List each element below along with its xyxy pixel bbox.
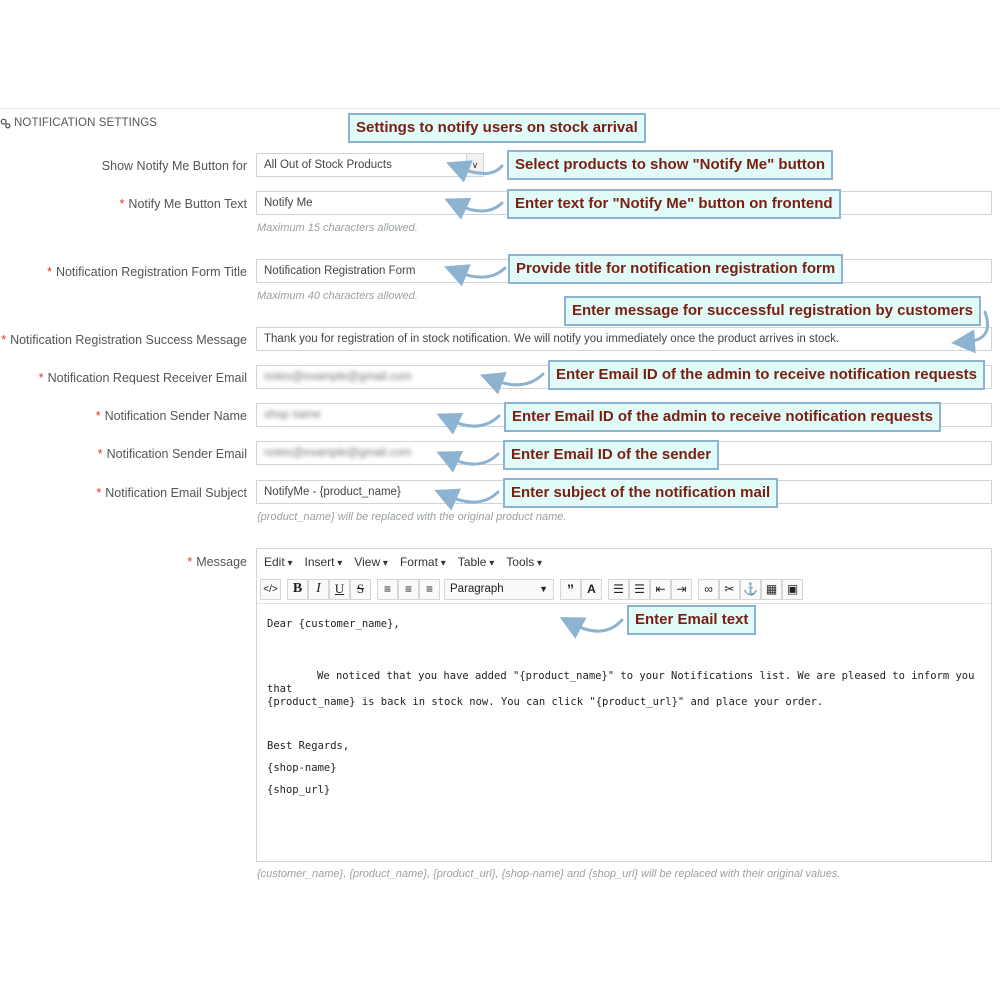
- sender-name-input[interactable]: shop name: [256, 403, 992, 427]
- callout-button-text: Enter text for "Notify Me" button on frontend: [507, 189, 841, 219]
- callout-email-text: Enter Email text: [627, 605, 756, 635]
- anchor-icon[interactable]: ⚓: [740, 579, 761, 600]
- chevron-down-icon[interactable]: ∨: [466, 154, 483, 176]
- button-text-help: Maximum 15 characters allowed.: [257, 222, 418, 234]
- greeting-line: Dear {customer_name},: [267, 618, 400, 630]
- arrow-sender-email: [450, 454, 498, 464]
- button-text-input[interactable]: Notify Me: [256, 191, 992, 215]
- menu-format[interactable]: Format ▾: [400, 555, 446, 569]
- shop-url-line: {shop_url}: [267, 784, 331, 796]
- menu-view[interactable]: View ▾: [354, 555, 388, 569]
- callout-select-products: Select products to show "Notify Me" button: [507, 150, 833, 180]
- caret-down-icon: ▼: [539, 584, 548, 594]
- text-color-icon[interactable]: A: [581, 579, 602, 600]
- arrow-form-title: [458, 268, 505, 277]
- message-help: {customer_name}, {product_name}, {product_url}, {shop-name} and {shop_url} will be replaced with their original values.: [257, 868, 841, 880]
- blockquote-icon[interactable]: ”: [560, 579, 581, 600]
- menu-tools[interactable]: Tools ▾: [506, 555, 542, 569]
- callout-success-message: Enter message for successful registration by customers: [564, 296, 981, 326]
- body-line-2: {product_name} is back in stock now. You can click "{product_url}" and place your order.: [267, 696, 824, 708]
- unlink-icon[interactable]: ✂: [719, 579, 740, 600]
- arrow-email-subject: [448, 492, 498, 502]
- sender-name-label: * Notification Sender Name: [95, 409, 247, 423]
- shop-name-line: {shop-name}: [267, 762, 337, 774]
- format-select-value: Paragraph: [450, 583, 504, 595]
- callout-email-subject: Enter subject of the notification mail: [503, 478, 778, 508]
- success-message-label: * Notification Registration Success Message: [1, 333, 247, 347]
- media-icon[interactable]: ▦: [761, 579, 782, 600]
- form-title-help: Maximum 40 characters allowed.: [257, 290, 418, 302]
- align-right-icon[interactable]: ≡: [419, 579, 440, 600]
- callout-sender-email: Enter Email ID of the sender: [503, 440, 719, 470]
- align-left-icon[interactable]: ≡: [377, 579, 398, 600]
- regards-line: Best Regards,: [267, 740, 350, 752]
- bold-icon[interactable]: B: [287, 579, 308, 600]
- callout-sender-name: Enter Email ID of the admin to receive notification requests: [504, 402, 941, 432]
- show-button-for-label: Show Notify Me Button for: [101, 159, 247, 173]
- email-subject-help: {product_name} will be replaced with the original product name.: [257, 511, 567, 523]
- arrow-email-text: [573, 620, 622, 631]
- message-label: * Message: [187, 555, 247, 569]
- bullet-list-icon[interactable]: ☰: [608, 579, 629, 600]
- success-message-input[interactable]: Thank you for registration of in stock notification. We will notify you immediately once the product arrives in stock.: [256, 327, 992, 351]
- source-code-icon[interactable]: </>: [260, 579, 281, 600]
- underline-icon[interactable]: U: [329, 579, 350, 600]
- button-text-label: * Notify Me Button Text: [119, 197, 247, 211]
- email-subject-input[interactable]: NotifyMe - {product_name}: [256, 480, 992, 504]
- menu-table[interactable]: Table ▾: [458, 555, 495, 569]
- arrow-sender-name: [450, 416, 499, 426]
- menu-insert[interactable]: Insert ▾: [305, 555, 343, 569]
- body-line-1: We noticed that you have added "{product_name}" to your Notifications list. We are pleased to inform you that: [267, 670, 975, 695]
- arrow-select-products: [460, 166, 502, 174]
- link-icon[interactable]: ∞: [698, 579, 719, 600]
- callout-form-title: Provide title for notification registration form: [508, 254, 843, 284]
- form-title-label: * Notification Registration Form Title: [47, 265, 247, 279]
- form-title-input[interactable]: Notification Registration Form: [256, 259, 992, 283]
- menu-edit[interactable]: Edit ▾: [264, 555, 293, 569]
- sender-email-input[interactable]: notes@example@gmail.com: [256, 441, 992, 465]
- numbered-list-icon[interactable]: ☰: [629, 579, 650, 600]
- show-button-for-value: All Out of Stock Products: [264, 159, 392, 171]
- indent-icon[interactable]: ⇥: [671, 579, 692, 600]
- sender-email-label: * Notification Sender Email: [97, 447, 247, 461]
- arrow-receiver-email: [494, 374, 543, 385]
- arrow-success-message: [966, 312, 988, 342]
- receiver-email-input[interactable]: notes@example@gmail.com: [256, 365, 992, 389]
- italic-icon[interactable]: I: [308, 579, 329, 600]
- align-center-icon[interactable]: ≡: [398, 579, 419, 600]
- arrow-button-text: [458, 203, 502, 211]
- callout-receiver-email: Enter Email ID of the admin to receive notification requests: [548, 360, 985, 390]
- outdent-icon[interactable]: ⇤: [650, 579, 671, 600]
- receiver-email-label: * Notification Request Receiver Email: [38, 371, 247, 385]
- callout-settings: Settings to notify users on stock arrival: [348, 113, 646, 143]
- strikethrough-icon[interactable]: S: [350, 579, 371, 600]
- email-subject-label: * Notification Email Subject: [96, 486, 247, 500]
- section-title: NOTIFICATION SETTINGS: [14, 117, 158, 129]
- image-icon[interactable]: ▣: [782, 579, 803, 600]
